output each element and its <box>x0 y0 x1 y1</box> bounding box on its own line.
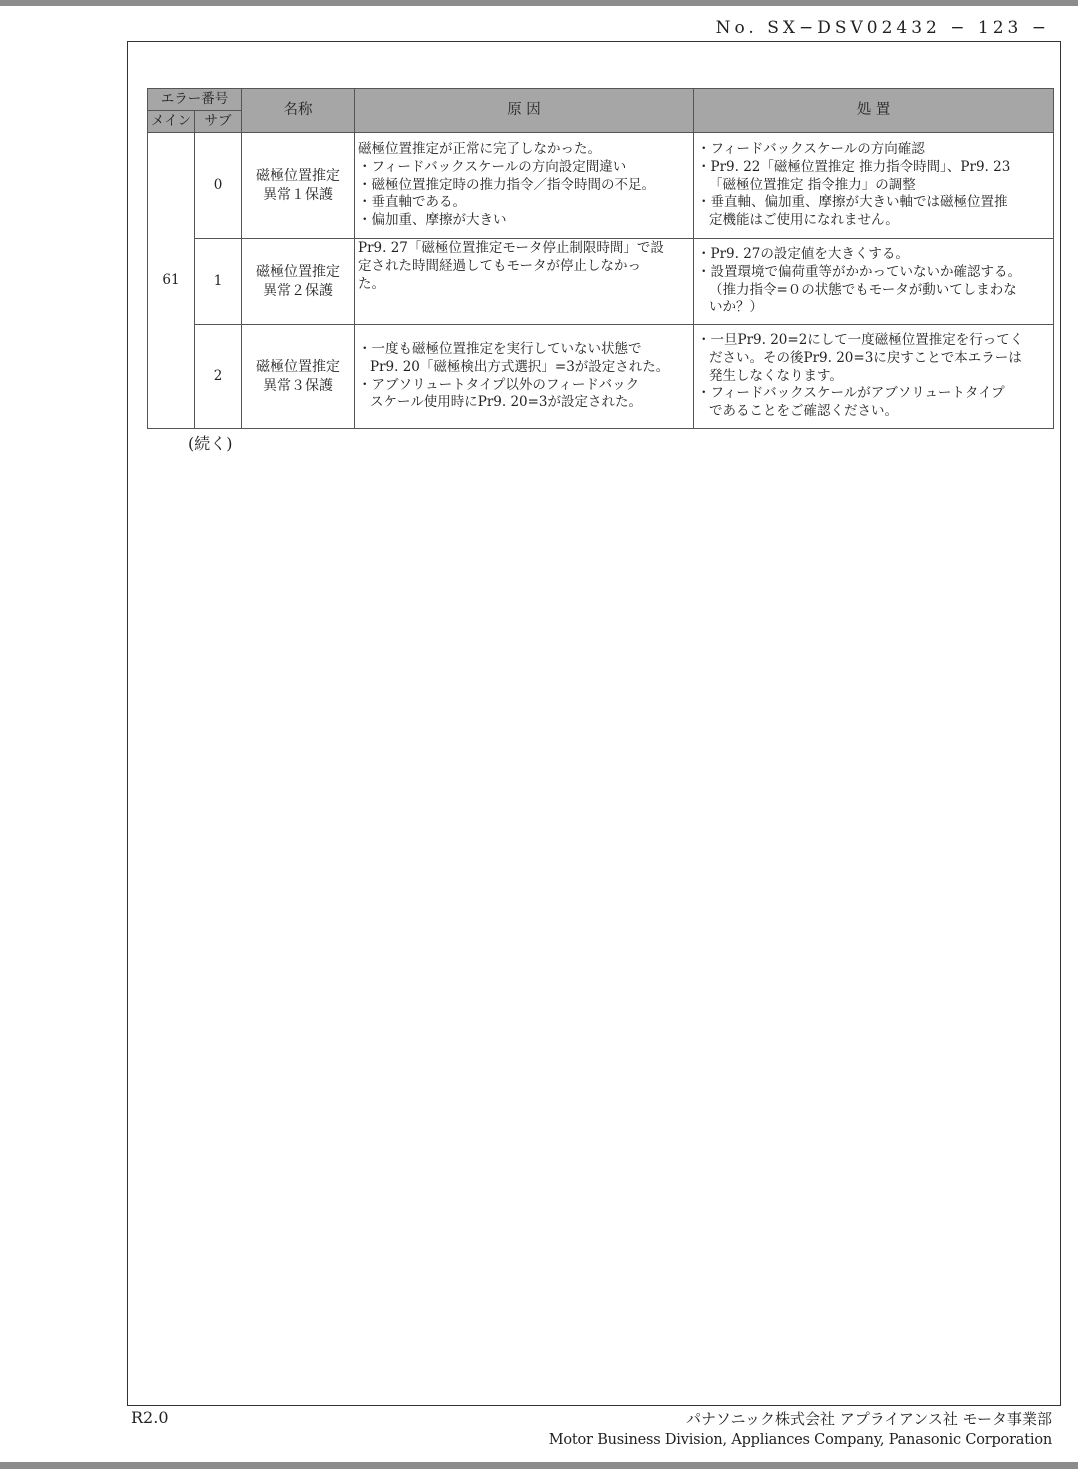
header-action: 処 置 <box>694 89 1054 133</box>
table-row <box>148 133 1054 239</box>
table-row <box>148 239 1054 325</box>
action-cell: ・Pr9. 27の設定値を大きくする。 ・設置環境で偏荷重等がかかっていないか確認する。 （推力指令=０の状態でもモータが動いてしまわな いか？） <box>694 239 1054 325</box>
header-sub: サブ <box>195 111 242 133</box>
header-cause: 原 因 <box>355 89 694 133</box>
name-cell: 磁極位置推定 異常１保護 <box>242 133 355 239</box>
error-table <box>147 88 1054 429</box>
cause-cell: 磁極位置推定が正常に完了しなかった。 ・フィードバックスケールの方向設定間違い ・磁極位置推定時の推力指令／指令時間の不足。 ・垂直軸である。 ・偏加重、摩擦が大きい <box>355 133 694 239</box>
document-number: No. SX−DSV02432 − 123 − <box>715 18 1050 38</box>
bottom-border-bar <box>0 1462 1078 1469</box>
name-cell: 磁極位置推定 異常２保護 <box>242 239 355 325</box>
header-main: メイン <box>148 111 195 133</box>
name-cell: 磁極位置推定 異常３保護 <box>242 325 355 429</box>
sub-code-cell: 0 <box>195 133 242 239</box>
top-border-bar <box>0 0 1078 6</box>
revision-label: R2.0 <box>131 1408 169 1427</box>
action-cell: ・一旦Pr9. 20=2にして一度磁極位置推定を行ってく ださい。その後Pr9. 20=3に戻すことで本エラーは 発生しなくなります。 ・フィードバックスケールがアブソリュートタイプ であることをご確認ください。 <box>694 325 1054 429</box>
sub-code-cell: 2 <box>195 325 242 429</box>
header-error-number: エラー番号 <box>148 89 242 111</box>
cause-cell: Pr9. 27「磁極位置推定モータ停止制限時間」で設 定された時間経過してもモータが停止しなかっ た。 <box>355 239 694 325</box>
header-name: 名称 <box>242 89 355 133</box>
continued-note: (続く) <box>188 434 233 453</box>
main-code-cell: 61 <box>148 133 195 429</box>
cause-cell: ・一度も磁極位置推定を実行していない状態で Pr9. 20「磁極検出方式選択」=3が設定された。 ・アブソリュートタイプ以外のフィードバック スケール使用時にPr9. 20=3が設定された。 <box>355 325 694 429</box>
sub-code-cell: 1 <box>195 239 242 325</box>
company-name-jp: パナソニック株式会社 アプライアンス社 モータ事業部 <box>686 1410 1052 1428</box>
table-row <box>148 325 1054 429</box>
company-name-en: Motor Business Division, Appliances Company, Panasonic Corporation <box>548 1432 1052 1448</box>
action-cell: ・フィードバックスケールの方向確認 ・Pr9. 22「磁極位置推定 推力指令時間」、Pr9. 23 「磁極位置推定 指令推力」の調整 ・垂直軸、偏加重、摩擦が大きい軸では磁極位置推 定機能はご使用になれません。 <box>694 133 1054 239</box>
